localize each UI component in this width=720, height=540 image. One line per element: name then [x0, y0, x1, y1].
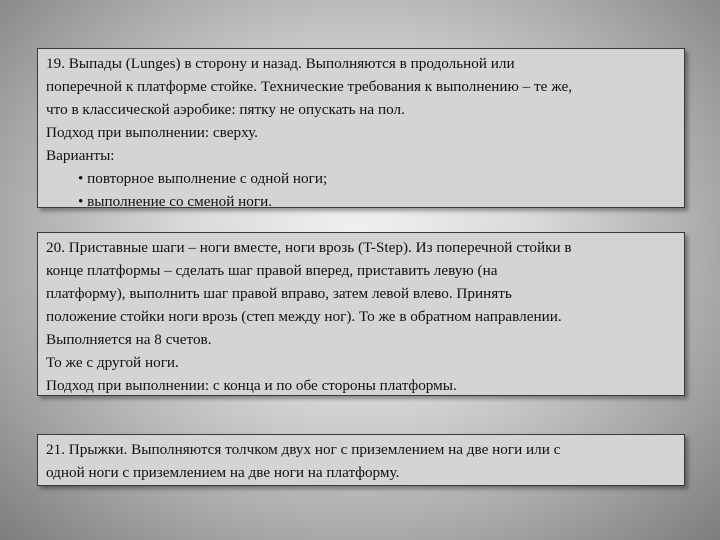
- block-19-line-5: Варианты:: [46, 147, 115, 164]
- block-19-bullet-2: • выполнение со сменой ноги.: [78, 193, 272, 210]
- block-20-line-1: 20. Приставные шаги – ноги вместе, ноги врозь (T-Step). Из поперечной стойки в: [46, 239, 572, 256]
- text-block-19: [37, 48, 685, 208]
- block-20-line-7: Подход при выполнении: с конца и по обе стороны платформы.: [46, 377, 457, 394]
- block-21-line-2: одной ноги с приземлением на две ноги на платформу.: [46, 464, 400, 481]
- text-block-21: [37, 434, 685, 486]
- block-20-line-4: положение стойки ноги врозь (степ между ног). То же в обратном направлении.: [46, 308, 562, 325]
- block-21-line-1: 21. Прыжки. Выполняются толчком двух ног с приземлением на две ноги или с: [46, 441, 561, 458]
- block-20-line-2: конце платформы – сделать шаг правой вперед, приставить левую (на: [46, 262, 498, 279]
- block-20-line-5: Выполняется на 8 счетов.: [46, 331, 212, 348]
- text-block-20: [37, 232, 685, 396]
- block-19-line-4: Подход при выполнении: сверху.: [46, 124, 258, 141]
- block-19-bullet-1: • повторное выполнение с одной ноги;: [78, 170, 328, 187]
- block-19-line-1: 19. Выпады (Lunges) в сторону и назад. Выполняются в продольной или: [46, 55, 515, 72]
- block-19-line-3: что в классической аэробике: пятку не опускать на пол.: [46, 101, 405, 118]
- block-20-line-3: платформу), выполнить шаг правой вправо, затем левой влево. Принять: [46, 285, 512, 302]
- block-20-line-6: То же с другой ноги.: [46, 354, 179, 371]
- block-19-line-2: поперечной к платформе стойке. Технические требования к выполнению – те же,: [46, 78, 573, 95]
